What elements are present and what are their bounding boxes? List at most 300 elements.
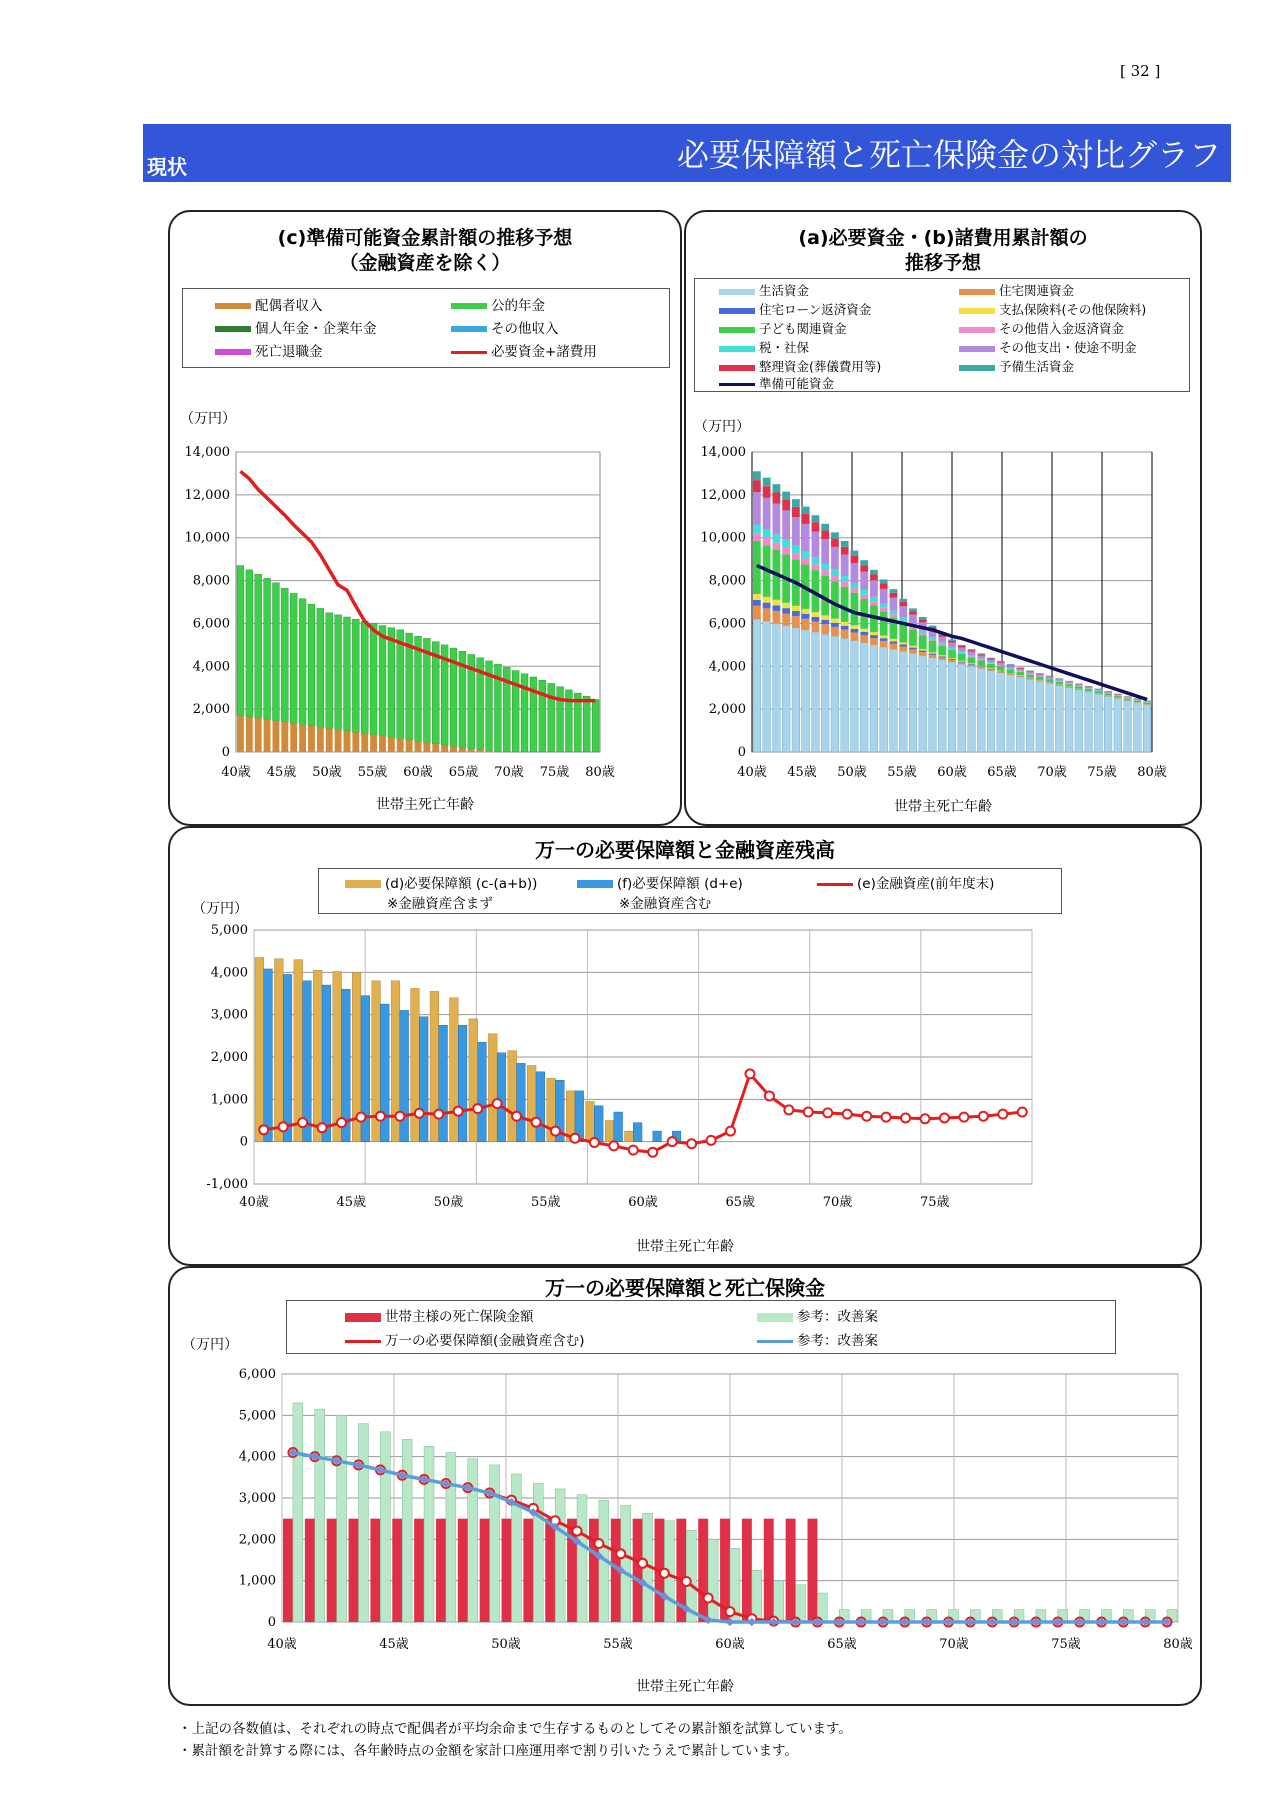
bar-required-f <box>439 1025 448 1141</box>
bar-living <box>958 664 966 752</box>
bar-required-f <box>283 974 292 1141</box>
bar-segment <box>948 643 956 648</box>
bar-segment <box>909 630 917 646</box>
bar-segment <box>919 652 927 655</box>
bar-insurance <box>436 1519 446 1622</box>
bar-public-pension <box>255 574 262 718</box>
bar-segment <box>753 471 761 480</box>
bar-segment <box>860 635 868 642</box>
legend-item: 整理資金(葬儀費用等) <box>719 357 881 375</box>
marker-required <box>638 1559 647 1568</box>
chart-c-xlabel: 世帯主死亡年齢 <box>376 797 474 813</box>
marker-financial <box>823 1108 832 1117</box>
y-tick-label: 12,000 <box>700 487 746 503</box>
bar-spouse-income <box>379 736 386 752</box>
bar-segment <box>880 608 888 611</box>
bar-segment <box>977 660 985 665</box>
bar-improved-insurance <box>424 1446 434 1622</box>
bar-segment <box>1065 687 1073 688</box>
x-tick-label: 45歳 <box>787 765 817 780</box>
bar-segment <box>802 609 810 614</box>
bar-segment <box>919 649 927 651</box>
bar-segment <box>870 638 878 645</box>
marker-financial <box>279 1122 288 1131</box>
y-tick-label: 4,000 <box>192 659 230 675</box>
bar-segment <box>841 555 849 576</box>
bar-segment <box>958 648 966 652</box>
bar-segment <box>890 593 898 598</box>
bar-segment <box>1036 674 1044 676</box>
bar-segment <box>880 611 888 635</box>
bar-segment <box>1133 699 1141 700</box>
bar-required-f <box>497 1053 506 1142</box>
x-tick-label: 80歳 <box>585 765 615 780</box>
bar-insurance <box>742 1519 752 1622</box>
bar-spouse-income <box>290 723 297 752</box>
bar-spouse-income <box>441 745 448 752</box>
marker-financial <box>512 1112 521 1121</box>
x-tick-label: 70歳 <box>494 765 524 780</box>
bar-segment <box>938 656 946 657</box>
bar-segment <box>997 662 1005 663</box>
bar-required-f <box>419 1017 428 1142</box>
bar-segment <box>1046 683 1054 684</box>
bar-segment <box>1026 678 1034 679</box>
bar-segment <box>782 492 790 500</box>
bar-segment <box>880 636 888 639</box>
bar-required-f <box>614 1112 623 1142</box>
bar-spouse-income <box>281 722 288 752</box>
bar-segment <box>763 538 771 545</box>
bar-segment <box>997 666 1005 667</box>
bar-segment <box>821 564 829 571</box>
bar-insurance <box>698 1519 708 1622</box>
y-tick-label: 2,000 <box>192 702 230 718</box>
bar-living <box>1085 692 1093 752</box>
bar-segment <box>919 635 927 649</box>
y-tick-label: 0 <box>239 1134 248 1150</box>
bar-spouse-income <box>352 732 359 752</box>
y-tick-label: 1,000 <box>238 1573 276 1589</box>
bar-segment <box>792 611 800 616</box>
bar-required-d <box>411 988 420 1141</box>
bar-segment <box>968 650 976 651</box>
legend-item: (d)必要保障額 (c-(a+b)) <box>345 872 537 892</box>
bar-segment <box>1104 694 1112 696</box>
bar-required-d <box>313 970 322 1141</box>
marker-required <box>682 1577 691 1586</box>
bar-living <box>1055 686 1063 752</box>
bar-improved-insurance <box>315 1409 325 1622</box>
bar-living <box>938 660 946 752</box>
x-tick-label: 60歳 <box>937 765 967 780</box>
bar-insurance <box>458 1519 468 1622</box>
bar-living <box>821 634 829 752</box>
y-tick-label: 8,000 <box>708 573 746 589</box>
bar-living <box>968 666 976 752</box>
marker-financial <box>570 1134 579 1143</box>
marker-financial <box>318 1123 327 1132</box>
bar-required-f <box>517 1063 526 1141</box>
bar-segment <box>1007 669 1015 673</box>
chart-c-unit: （万円） <box>180 411 236 427</box>
bar-living <box>1065 688 1073 752</box>
bar-insurance <box>523 1519 533 1622</box>
status-label: 現状 <box>147 155 187 179</box>
bar-segment <box>890 644 898 649</box>
y-tick-label: 0 <box>221 745 230 760</box>
bar-spouse-income <box>246 717 253 752</box>
bar-segment <box>802 524 810 551</box>
bar-required-f <box>322 985 331 1142</box>
bar-segment <box>929 639 937 641</box>
bar-segment <box>841 576 849 582</box>
bar-segment <box>831 581 839 618</box>
bar-public-pension <box>583 696 590 752</box>
x-tick-label: 70歳 <box>822 1195 853 1210</box>
bar-segment <box>851 588 859 593</box>
legend-item: その他借入金返済資金 <box>959 319 1124 337</box>
bar-public-pension <box>281 588 288 722</box>
x-tick-label: 40歳 <box>737 765 767 780</box>
bar-segment <box>1036 677 1044 680</box>
bar-segment <box>1143 701 1151 702</box>
bar-segment <box>792 616 800 628</box>
panel-death <box>168 1266 1202 1706</box>
bar-segment <box>851 551 859 556</box>
bar-living <box>899 651 907 752</box>
bar-segment <box>958 645 966 646</box>
chart-d-unit: （万円） <box>192 901 248 917</box>
marker-financial <box>707 1136 716 1145</box>
bar-segment <box>773 493 781 504</box>
bar-segment <box>977 666 985 667</box>
chart-d-plot <box>170 828 1200 1264</box>
bar-segment <box>938 655 946 656</box>
bar-living <box>831 636 839 752</box>
bar-segment <box>929 637 937 639</box>
bar-public-pension <box>592 700 599 753</box>
y-tick-label: 4,000 <box>238 1449 276 1465</box>
bar-segment <box>1055 679 1063 681</box>
bar-required-d <box>527 1065 536 1141</box>
bar-segment <box>1007 666 1015 668</box>
bar-segment <box>899 623 907 642</box>
bar-insurance <box>370 1519 380 1622</box>
marker-financial <box>687 1139 696 1148</box>
bar-segment <box>802 514 810 524</box>
bar-segment <box>851 625 859 629</box>
bar-segment <box>763 529 771 538</box>
bar-segment <box>870 570 878 575</box>
bar-segment <box>890 598 898 611</box>
y-tick-label: 10,000 <box>700 530 746 546</box>
bar-segment <box>948 648 956 649</box>
y-tick-label: 6,000 <box>238 1367 276 1382</box>
bar-required-d <box>625 1131 634 1142</box>
bar-living <box>909 653 917 752</box>
bar-segment <box>812 532 820 558</box>
bar-spouse-income <box>415 741 422 752</box>
marker-financial <box>921 1114 930 1123</box>
x-tick-label: 60歳 <box>628 1195 658 1210</box>
bar-segment <box>987 658 995 659</box>
x-tick-label: 40歳 <box>239 1195 269 1210</box>
bar-segment <box>948 640 956 641</box>
bar-segment <box>792 606 800 611</box>
legend-item: 住宅関連資金 <box>959 281 1074 299</box>
bar-required-d <box>508 1051 517 1142</box>
bar-insurance <box>764 1519 774 1622</box>
x-tick-label: 75歳 <box>539 765 570 780</box>
bar-improved-insurance <box>708 1539 718 1622</box>
bar-spouse-income <box>326 728 333 752</box>
legend-item: 参考：改善案 <box>757 1329 878 1349</box>
bar-segment <box>1075 684 1083 685</box>
bar-spouse-income <box>299 725 306 752</box>
chart-death-unit: （万円） <box>182 1337 238 1353</box>
footnote-1: ・上記の各数値は、それぞれの時点で配偶者が平均余命まで生存するものとしてその累計額を試算しています。 <box>178 1721 852 1737</box>
marker-financial <box>979 1112 988 1121</box>
y-tick-label: 5,000 <box>210 923 248 938</box>
bar-segment <box>870 635 878 638</box>
bar-segment <box>851 563 859 583</box>
x-tick-label: 70歳 <box>1037 765 1067 780</box>
bar-segment <box>899 606 907 618</box>
y-tick-label: 8,000 <box>192 573 230 589</box>
bar-spouse-income <box>264 719 271 752</box>
panel-d <box>168 826 1202 1266</box>
footnote-2: ・累計額を計算する際には、各年齢時点の金額を家計口座運用率で割り引いたうえで累計しています。 <box>178 1743 798 1759</box>
bar-living <box>860 643 868 752</box>
bar-segment <box>1007 674 1015 675</box>
page-banner <box>143 124 1231 182</box>
bar-segment <box>958 662 966 664</box>
legend-item: 予備生活資金 <box>959 357 1074 375</box>
bar-living <box>987 671 995 752</box>
bar-public-pension <box>344 617 351 731</box>
bar-segment <box>812 621 820 632</box>
bar-required-d <box>488 1034 497 1142</box>
bar-segment <box>821 624 829 634</box>
bar-segment <box>977 666 985 667</box>
bar-segment <box>909 648 917 650</box>
x-tick-label: 65歳 <box>448 765 479 780</box>
bar-segment <box>841 541 849 547</box>
bar-segment <box>773 600 781 606</box>
bar-segment <box>802 507 810 514</box>
bar-segment <box>958 661 966 662</box>
bar-segment <box>890 641 898 643</box>
bar-segment <box>773 605 781 611</box>
bar-segment <box>1036 674 1044 675</box>
bar-segment <box>977 667 985 668</box>
bar-segment <box>812 612 820 617</box>
y-tick-label: 2,000 <box>210 1050 248 1065</box>
bar-segment <box>919 633 927 635</box>
legend-item: (f)必要保障額 (d+e) <box>577 872 743 892</box>
marker-required <box>726 1607 735 1616</box>
bar-segment <box>987 669 995 670</box>
bar-segment <box>1085 689 1093 691</box>
marker-financial <box>337 1118 346 1127</box>
chart-d-xlabel: 世帯主死亡年齢 <box>636 1239 734 1255</box>
bar-segment <box>997 665 1005 666</box>
x-tick-label: 65歳 <box>987 765 1017 780</box>
x-tick-label: 75歳 <box>1087 765 1117 780</box>
y-tick-label: 4,000 <box>210 965 248 981</box>
legend-item: 住宅ローン返済資金 <box>719 300 871 318</box>
bar-segment <box>1046 679 1054 682</box>
bar-segment <box>929 626 937 628</box>
bar-segment <box>909 615 917 625</box>
bar-public-pension <box>406 633 413 740</box>
bar-segment <box>1124 698 1132 700</box>
bar-required-f <box>400 1010 409 1141</box>
bar-segment <box>948 641 956 643</box>
x-tick-label: 45歳 <box>266 765 297 780</box>
chart-c-title-line1: (c)準備可能資金累計額の推移予想 <box>277 227 573 249</box>
bar-segment <box>851 556 859 563</box>
bar-segment <box>1016 669 1024 671</box>
bar-living <box>1114 698 1122 752</box>
bar-segment <box>753 606 761 619</box>
marker-financial <box>843 1110 852 1119</box>
bar-spouse-income <box>486 751 493 752</box>
x-tick-label: 45歳 <box>379 1637 409 1652</box>
marker-financial <box>745 1069 754 1078</box>
bar-segment <box>802 614 810 619</box>
bar-segment <box>870 632 878 635</box>
bar-required-f <box>653 1131 662 1142</box>
legend-item: 支払保険料(その他保険料) <box>959 300 1146 318</box>
y-tick-label: 14,000 <box>700 445 746 460</box>
marker-required <box>704 1594 713 1603</box>
bar-segment <box>1016 667 1024 668</box>
x-tick-label: 80歳 <box>1163 1637 1193 1652</box>
bar-segment <box>1114 696 1122 698</box>
bar-segment <box>880 604 888 608</box>
marker-financial <box>668 1137 677 1146</box>
marker-financial <box>415 1109 424 1118</box>
bar-segment <box>968 652 976 656</box>
bar-segment <box>753 525 761 534</box>
bar-insurance <box>392 1519 402 1622</box>
x-tick-label: 70歳 <box>939 1637 969 1652</box>
bar-living <box>1016 677 1024 752</box>
bar-improved-insurance <box>380 1432 390 1622</box>
y-tick-label: 0 <box>267 1615 276 1630</box>
bar-public-pension <box>326 613 333 729</box>
bar-spouse-income <box>423 743 430 752</box>
bar-segment <box>919 631 927 633</box>
marker-financial <box>434 1110 443 1119</box>
bar-segment <box>1094 694 1102 695</box>
bar-insurance <box>349 1519 359 1622</box>
bar-segment <box>802 551 810 558</box>
bar-segment <box>968 665 976 667</box>
bar-segment <box>782 603 790 608</box>
x-tick-label: 65歳 <box>725 1195 756 1210</box>
bar-segment <box>782 614 790 626</box>
bar-segment <box>851 593 859 625</box>
chart-ab-xlabel: 世帯主死亡年齢 <box>894 799 992 815</box>
bar-segment <box>1007 669 1015 670</box>
chart-death-plot <box>170 1268 1200 1704</box>
bar-segment <box>763 603 771 609</box>
marker-financial <box>804 1108 813 1117</box>
bar-segment <box>968 657 976 663</box>
chart-ab-title-line2: 推移予想 <box>904 252 981 274</box>
y-tick-label: 4,000 <box>708 659 746 675</box>
bar-required-f <box>594 1106 603 1142</box>
bar-segment <box>870 580 878 597</box>
bar-insurance <box>327 1519 337 1622</box>
bar-living <box>1046 683 1054 752</box>
marker-financial <box>395 1112 404 1121</box>
bar-segment <box>958 652 966 653</box>
bar-segment <box>880 589 888 604</box>
marker-financial <box>862 1112 871 1121</box>
bar-segment <box>802 558 810 564</box>
bar-insurance <box>502 1519 512 1622</box>
bar-living <box>948 662 956 752</box>
bar-segment <box>782 608 790 613</box>
bar-living <box>977 668 985 752</box>
bar-improved-insurance <box>555 1489 565 1622</box>
bar-spouse-income <box>255 718 262 752</box>
x-tick-label: 75歳 <box>1051 1637 1081 1652</box>
bar-segment <box>968 655 976 656</box>
y-tick-label: 3,000 <box>238 1491 276 1506</box>
bar-living <box>1143 705 1151 752</box>
bar-segment <box>821 570 829 576</box>
bar-living <box>812 632 820 752</box>
bar-segment <box>968 664 976 665</box>
bar-living <box>753 619 761 752</box>
bar-segment <box>958 654 966 661</box>
y-tick-label: 5,000 <box>238 1408 276 1424</box>
chart-c-plot <box>170 212 680 824</box>
bar-improved-insurance <box>358 1424 368 1622</box>
marker-financial <box>454 1107 463 1116</box>
bar-segment <box>909 611 917 615</box>
bar-segment <box>1007 665 1015 666</box>
legend-item: 個人年金・企業年金 <box>215 317 377 337</box>
bar-segment <box>753 600 761 606</box>
marker-financial <box>590 1138 599 1147</box>
bar-segment <box>987 660 995 663</box>
bar-living <box>1094 694 1102 752</box>
bar-segment <box>958 646 966 648</box>
x-tick-label: 50歳 <box>433 1195 464 1210</box>
legend-item: (e)金融資産(前年度末) <box>817 872 994 892</box>
bar-segment <box>1046 677 1054 679</box>
bar-segment <box>821 524 829 531</box>
bar-segment <box>1036 681 1044 682</box>
marker-required <box>573 1527 582 1536</box>
bar-spouse-income <box>432 744 439 752</box>
bar-segment <box>782 548 790 555</box>
marker-financial <box>532 1118 541 1127</box>
bar-public-pension <box>246 570 253 717</box>
x-tick-label: 55歳 <box>603 1637 633 1652</box>
bar-living <box>792 628 800 752</box>
bar-required-d <box>294 960 303 1142</box>
bar-segment <box>948 650 956 658</box>
bar-segment <box>1016 672 1024 675</box>
x-tick-label: 40歳 <box>221 765 251 780</box>
